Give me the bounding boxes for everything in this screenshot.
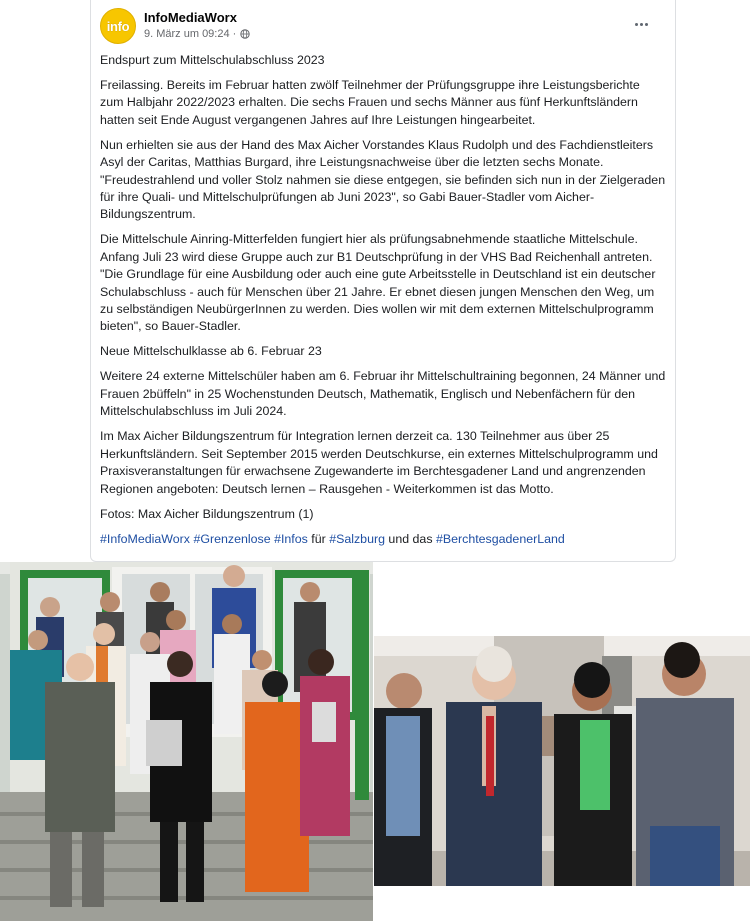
post-paragraph: Im Max Aicher Bildungszentrum für Integration lernen derzeit ca. 130 Teilnehmer aus über 25 Herkunftsländern. Seit September 2015 werden Deutschkurse, ein externes Mittelschulprogramm und Praxisveranstaltungen für erwachsene Zugewanderte im Berchtesgadener Land und angrenzenden Regionen angeboten: Deutsch lernen – Rausgehen - Weiterkommen ist das Motto. bbox=[100, 429, 658, 496]
hashtag-line: #InfoMediaWorx #Grenzenlose #Infos für #Salzburg und das #BerchtesgadenerLand bbox=[100, 531, 565, 546]
hashtag-link[interactable]: #Salzburg bbox=[329, 531, 385, 546]
post-timestamp[interactable]: 9. März um 09:24 · bbox=[144, 28, 237, 40]
hashtag-link[interactable]: #Grenzenlose bbox=[193, 531, 271, 546]
page-avatar[interactable] bbox=[100, 8, 136, 44]
facebook-post-card bbox=[90, 0, 676, 562]
post-headline: Endspurt zum Mittelschulabschluss 2023 bbox=[100, 53, 325, 67]
group-photo-illustration bbox=[0, 562, 373, 921]
more-options-icon bbox=[635, 23, 638, 26]
hashtag-link[interactable]: #BerchtesgadenerLand bbox=[435, 531, 565, 546]
group-photo-stairs[interactable] bbox=[0, 562, 373, 921]
post-text bbox=[100, 52, 666, 556]
post-header bbox=[100, 8, 663, 48]
post-paragraph: "Freudestrahlend und voller Stolz nahmen sie diese entgegen, sie befinden sich nun in der Zielgeraden für ihre Quali- und Mittelschulprüfungen ab Juni 2023", so Gabi Bauer-Stadler vom Aicher-Bildungszentrum. bbox=[100, 172, 666, 222]
handover-photo-illustration bbox=[374, 636, 750, 886]
post-paragraph: Freilassing. Bereits im Februar hatten zwölf Teilnehmer der Prüfungsgruppe ihre Leistungsberichte zum Halbjahr 2022/2023 erhalten. Die sechs Frauen und sechs Männer aus fünf Herkunftsländern hatten seit Ende August vergangenen Jahres auf Ihre Leistungen hingearbeitet. bbox=[100, 78, 640, 127]
avatar-logo-text: info bbox=[106, 18, 130, 34]
post-paragraph: Die Mittelschule Ainring-Mitterfelden fungiert hier als prüfungsabnehmende staatliche Mittelschule. Anfang Juli 23 wird diese Gruppe auch zur B1 Deutschprüfung in der VHS Bad Reichenhall antreten. "Die Grundlage für eine Ausbildung oder auch eine gute Arbeitsstelle in Deutschland ist ein deutscher Schulabschluss - auch für Menschen über 21 Jahre. Er ebnet diesen jungen Menschen den Weg, um zu selbständigen NeubürgerInnen zu werden. Dies wollen wir mit dem externen Mittelschulprogramm bieten", so Bauer-Stadler. bbox=[100, 232, 656, 334]
post-subheading: Neue Mittelschulklasse ab 6. Februar 23 bbox=[100, 344, 322, 359]
hashtag-link[interactable]: #InfoMediaWorx bbox=[100, 531, 190, 546]
post-paragraph: Nun erhielten sie aus der Hand des Max Aicher Vorstandes Klaus Rudolph und des Fachdienstleiters Asyl der Caritas, Matthias Burgard, ihre Leistungsnachweise über die letzten sechs Monate. bbox=[100, 137, 654, 170]
handover-photo[interactable] bbox=[374, 636, 750, 886]
hashtag-link[interactable]: #Infos bbox=[274, 531, 308, 546]
author-name[interactable]: InfoMediaWorx bbox=[144, 10, 237, 25]
post-paragraph: Weitere 24 externe Mittelschüler haben am 6. Februar ihr Mittelschultraining begonnen, 24 Männer und Frauen 2büffeln" in 25 Wochenstunden Deutsch, Mathematik, Englisch und Nebenfächern für den Mittelschulabschluss im Juli 2024. bbox=[100, 369, 666, 419]
more-options-button[interactable] bbox=[629, 14, 653, 34]
globe-icon bbox=[240, 29, 250, 39]
photo-credit: Fotos: Max Aicher Bildungszentrum (1) bbox=[100, 506, 314, 521]
post-meta bbox=[144, 28, 250, 40]
